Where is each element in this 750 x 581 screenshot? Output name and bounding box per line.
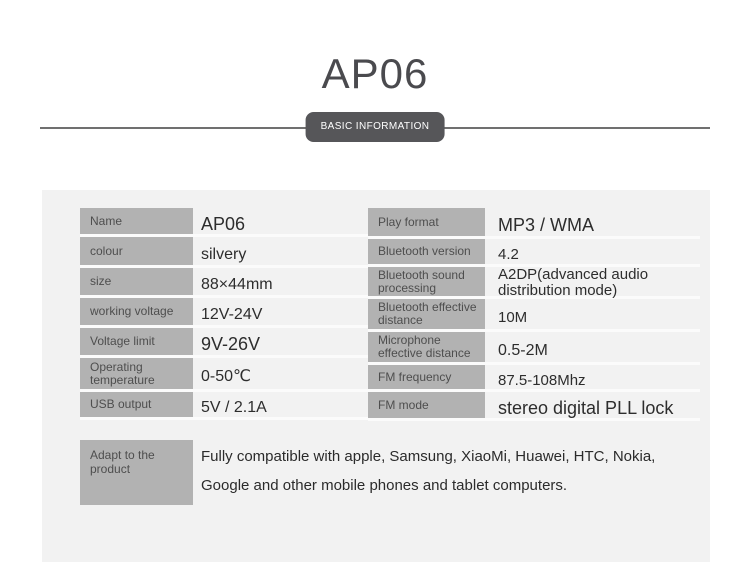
spec-label — [368, 365, 485, 389]
spec-value: 10M — [498, 308, 528, 326]
spec-label — [80, 208, 193, 234]
spec-row-bluetooth-effective-distance — [368, 299, 700, 332]
spec-row-size — [80, 268, 368, 298]
spec-value: 12V-24V — [201, 306, 263, 323]
spec-label-text: Name — [90, 213, 123, 228]
spec-row-voltage-limit — [80, 328, 368, 358]
spec-label — [80, 298, 193, 325]
spec-row-fm-frequency — [368, 365, 700, 392]
spec-label — [80, 328, 193, 355]
spec-row-adapt-to-product — [80, 440, 681, 505]
spec-label: Adapt to the product — [80, 440, 193, 505]
spec-label — [368, 239, 485, 264]
spec-label-text: FM frequency — [378, 369, 452, 384]
spec-label-text: Bluetooth sound processing — [378, 267, 465, 295]
spec-value: 88×44mm — [201, 276, 273, 293]
spec-label-text: Bluetooth version — [378, 244, 471, 258]
spec-label-text: FM mode — [378, 397, 429, 412]
spec-label — [80, 268, 193, 295]
spec-label-text: Voltage limit — [90, 334, 155, 348]
spec-row-bluetooth-sound-processing — [368, 267, 700, 299]
spec-row-play-format — [368, 208, 700, 239]
spec-value: silvery — [201, 245, 247, 263]
spec-label-text: Play format — [378, 214, 439, 229]
spec-value: 87.5-108Mhz — [498, 371, 586, 389]
spec-value: 0-50℃ — [201, 368, 251, 385]
spec-label-text: working voltage — [90, 304, 174, 318]
spec-row-fm-mode — [368, 392, 700, 421]
spec-row-microphone-effective-distance — [368, 332, 700, 365]
spec-label-text: Bluetooth effective distance — [378, 300, 477, 327]
spec-panel — [42, 190, 710, 562]
spec-label — [80, 358, 193, 389]
spec-label — [80, 392, 193, 417]
spec-column-left — [80, 208, 368, 420]
spec-label-text: size — [90, 274, 112, 288]
section-badge: BASIC INFORMATION — [306, 112, 445, 142]
spec-label — [368, 299, 485, 329]
spec-label-text: Microphone effective distance — [378, 333, 471, 360]
spec-value: AP06 — [201, 213, 246, 234]
spec-value: 5V / 2.1A — [201, 399, 267, 416]
spec-label-text: colour — [90, 243, 123, 258]
spec-row-name — [80, 208, 368, 237]
spec-row-usb-output — [80, 392, 368, 420]
spec-label-text: Operating temperature — [90, 359, 155, 387]
spec-row-bluetooth-version — [368, 239, 700, 267]
spec-label-text: USB output — [90, 397, 152, 411]
spec-value: 4.2 — [498, 246, 519, 263]
spec-value: stereo digital PLL lock — [498, 397, 674, 418]
spec-label — [368, 392, 485, 418]
spec-value: 9V-26V — [201, 334, 261, 354]
spec-row-operating-temperature — [80, 358, 368, 392]
page-title: AP06 — [321, 50, 429, 97]
spec-label — [80, 237, 193, 265]
spec-value: 0.5-2M — [498, 341, 548, 359]
spec-value: MP3 / WMA — [498, 214, 595, 235]
spec-row-colour — [80, 237, 368, 268]
spec-row-working-voltage — [80, 298, 368, 328]
spec-label — [368, 208, 485, 236]
spec-column-right — [368, 208, 700, 421]
spec-label — [368, 332, 485, 362]
spec-label — [368, 267, 485, 296]
spec-value: A2DP(advanced audio distribution mode) — [498, 265, 649, 299]
spec-value: Fully compatible with apple, Samsung, XiaoMi, Huawei, HTC, Nokia, Google and other mobile phones and tablet computers. — [201, 448, 656, 494]
